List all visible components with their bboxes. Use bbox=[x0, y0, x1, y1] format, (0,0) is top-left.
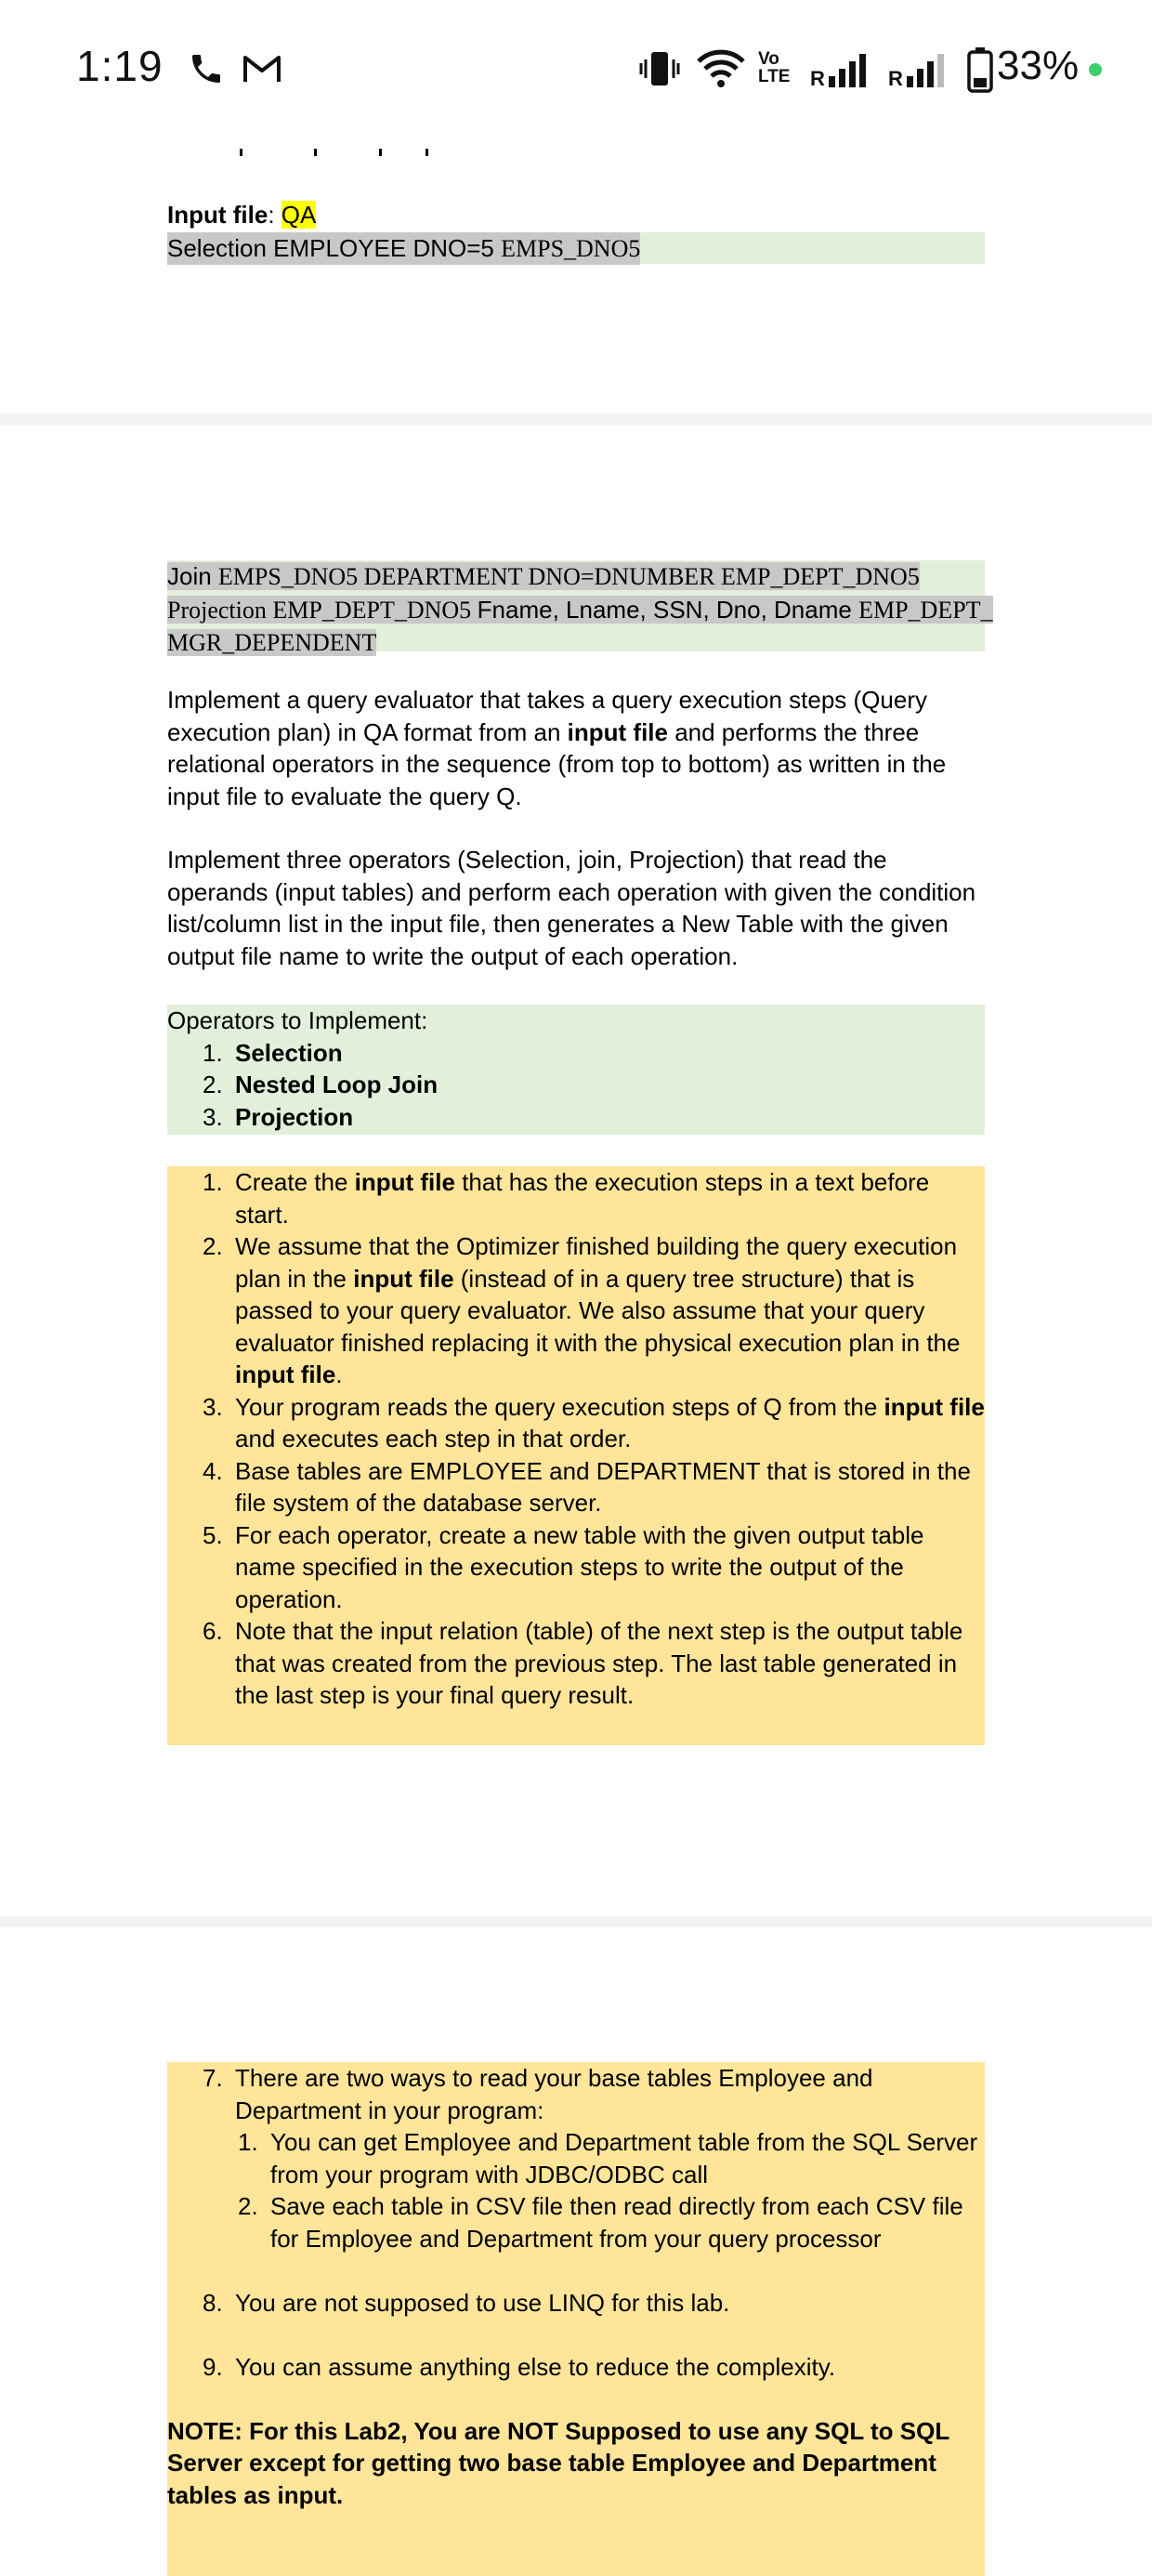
vibrate-icon bbox=[639, 48, 680, 89]
status-time: 1:19 bbox=[76, 42, 164, 90]
join-projection-block: Join EMPS_DNO5 DEPARTMENT DNO=DNUMBER EMP_DEPT_DNO5 Projection EMP_DEPT_DNO5 Fname, Lname, SSN, Dno, Dname EMP_DEPT_ MGR_DEPENDENT bbox=[167, 562, 993, 656]
list-item: 2. Nested Loop Join bbox=[203, 1071, 439, 1098]
input-file-value: QA bbox=[281, 201, 317, 229]
wifi-icon bbox=[695, 46, 747, 89]
operators-list bbox=[167, 1037, 985, 1134]
steps-list-continued bbox=[167, 2062, 985, 2383]
input-file-line: Input file: QA bbox=[167, 201, 317, 229]
list-item: 3. Projection bbox=[203, 1102, 354, 1131]
operators-box bbox=[167, 1005, 985, 1135]
list-item: 1. Selection bbox=[203, 1038, 343, 1067]
input-file-label: Input file bbox=[167, 201, 268, 229]
cut-off-text-fragment bbox=[240, 149, 435, 158]
phone-icon bbox=[188, 50, 225, 87]
paragraph-query-evaluator: Implement a query evaluator that takes a query execution steps (Query execution plan) in QA format from an input file and performs the three relational operators in the sequence (from top to bottom) as written in the input file to evaluate the query Q. bbox=[167, 686, 947, 810]
paragraph-three-operators: Implement three operators (Selection, join, Projection) that read the operands (input tables) and perform each operation with given the condition list/column list in the input file, then generates a New Table with the given output file name to write the output of each operation. bbox=[167, 846, 976, 970]
selection-step: Selection EMPLOYEE DNO=5 EMPS_DNO5 bbox=[167, 232, 985, 264]
volte-icon: Vo LTE bbox=[758, 49, 791, 86]
battery-icon bbox=[966, 46, 994, 93]
battery-percent: 33% bbox=[997, 43, 1080, 88]
list-item: 2. We assume that the Optimizer finished building the query execution plan in the input file (instead of in a query tree structure) that is passed to your query evaluator. We also assume that your query evaluator finished replacing it with the physical execution plan in the input file. bbox=[203, 1232, 961, 1388]
page-separator bbox=[0, 414, 1152, 425]
instructions-box-continued bbox=[167, 2062, 985, 2576]
svg-text:R: R bbox=[888, 67, 903, 89]
gmail-icon bbox=[242, 52, 282, 84]
list-item: 4. Base tables are EMPLOYEE and DEPARTMENT that is stored in the file system of the database server. bbox=[203, 1456, 971, 1517]
signal-icon bbox=[810, 52, 877, 89]
status-bar bbox=[0, 0, 1152, 139]
operators-title: Operators to Implement: bbox=[167, 1006, 428, 1034]
signal-icon bbox=[888, 52, 955, 89]
list-item: 5. For each operator, create a new table with the given output table name specified in the execution steps to write the output of the operation. bbox=[203, 1520, 924, 1613]
list-item: 2. Save each table in CSV file then read directly from each CSV file for Employee and Department from your query processor bbox=[238, 2192, 963, 2253]
sub-list bbox=[167, 2126, 985, 2254]
list-item: 3. Your program reads the query execution steps of Q from the input file and executes each step in that order. bbox=[203, 1392, 985, 1452]
page-separator bbox=[0, 1916, 1152, 1927]
steps-list bbox=[167, 1166, 985, 1712]
list-item: 1. Create the input file that has the execution steps in a text before start. bbox=[203, 1168, 930, 1229]
instructions-box bbox=[167, 1166, 985, 1745]
svg-text:R: R bbox=[810, 67, 825, 89]
note-text: NOTE: For this Lab2, You are NOT Supposed to use any SQL to SQL Server except for getting two base table Employee and Department tables as input. bbox=[167, 2416, 949, 2509]
list-item: 7. There are two ways to read your base tables Employee and Department in your program: 1. You can get Employee and Department table from the SQL Server from your program with JDBC/ODBC call 2. Save each table in CSV file then read directly from each CSV file for Employee and Department from your query processor bbox=[167, 2062, 985, 2254]
list-item: 1. You can get Employee and Department table from the SQL Server from your program with JDBC/ODBC call bbox=[238, 2128, 978, 2188]
list-item: 9. You can assume anything else to reduce the complexity. bbox=[203, 2352, 836, 2381]
list-item: 6. Note that the input relation (table) of the next step is the output table that was created from the previous step. The last table generated in the last step is your final query result. bbox=[203, 1617, 963, 1709]
list-item: 8. You are not supposed to use LINQ for this lab. bbox=[203, 2288, 730, 2317]
privacy-indicator-dot bbox=[1089, 63, 1102, 76]
